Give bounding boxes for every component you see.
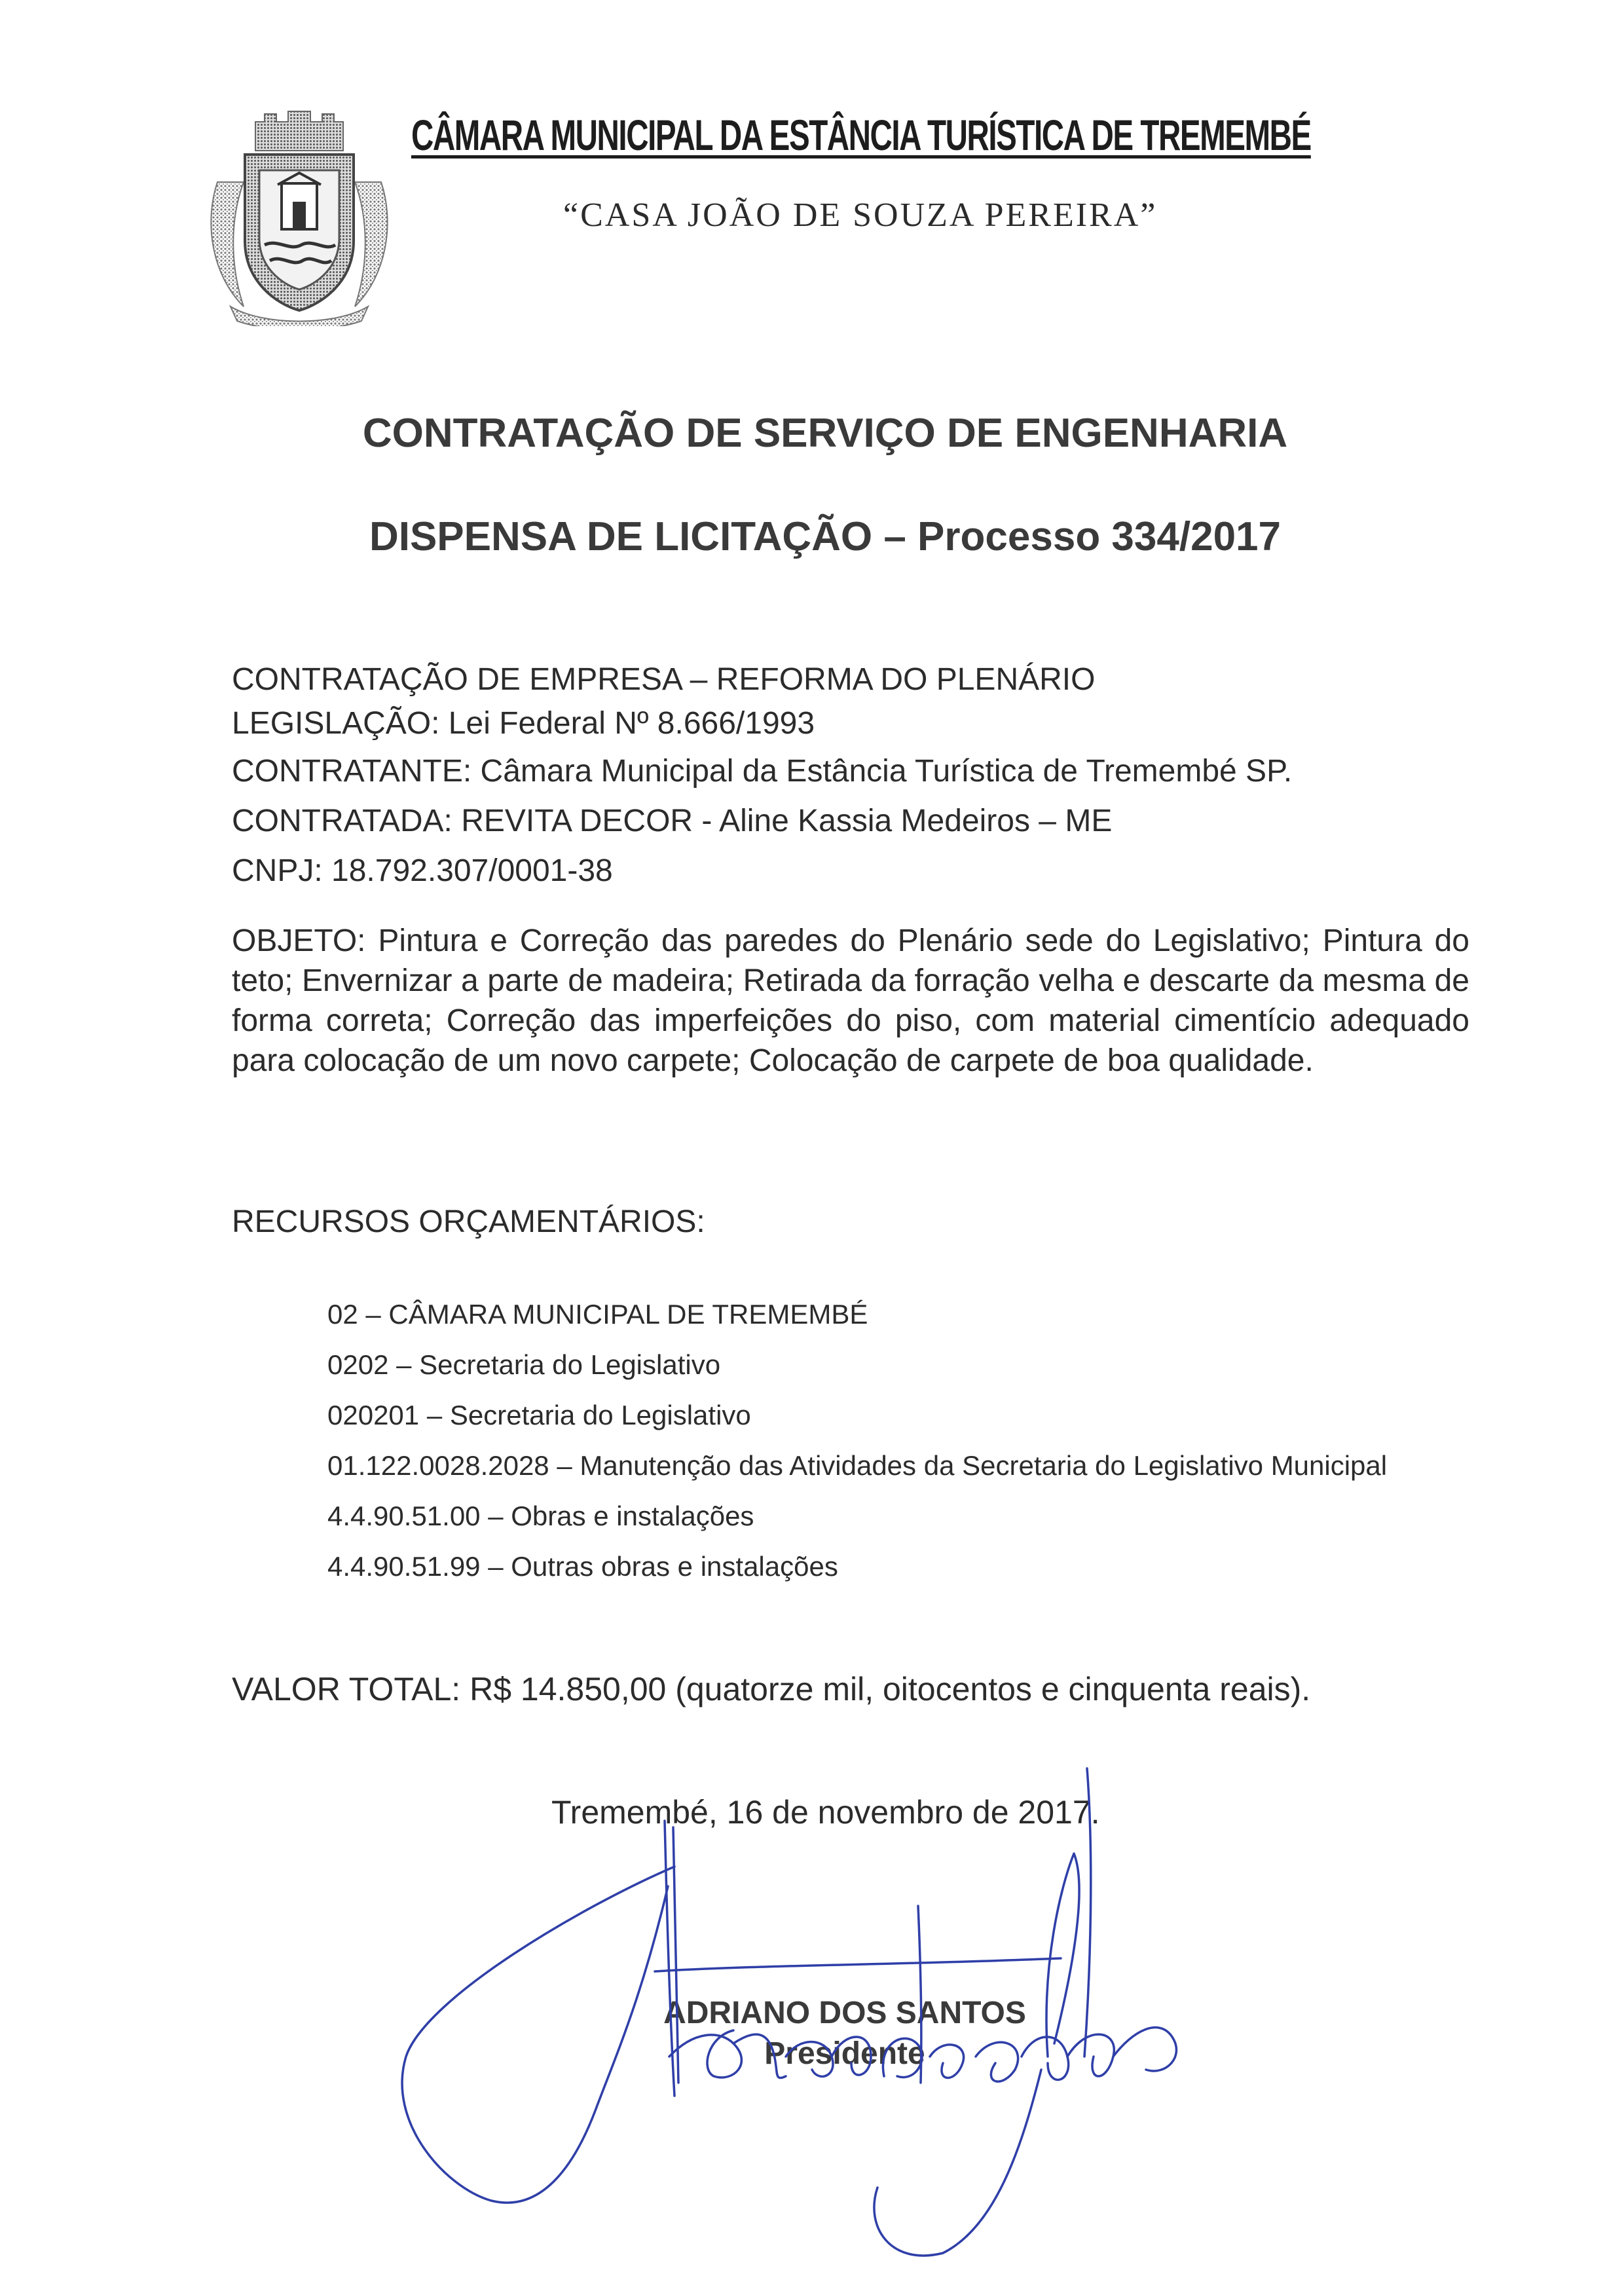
document-title: CONTRATAÇÃO DE SERVIÇO DE ENGENHARIA [362, 411, 1288, 456]
valor-total: VALOR TOTAL: R$ 14.850,00 (quatorze mil, oitocentos e cinquenta reais). [232, 1671, 1311, 1707]
list-item: 01.122.0028.2028 – Manutenção das Atividades da Secretaria do Legislativo Municipal [327, 1450, 1388, 1481]
contratada-line: CONTRATADA: REVITA DECOR - Aline Kassia Medeiros – ME [232, 804, 1113, 838]
list-item: 4.4.90.51.00 – Obras e instalações [327, 1500, 754, 1531]
municipal-crest-icon [204, 110, 394, 326]
list-item: 02 – CÂMARA MUNICIPAL DE TREMEMBÉ [327, 1299, 868, 1330]
list-item: 020201 – Secretaria do Legislativo [327, 1400, 751, 1430]
date-line: Tremembé, 16 de novembro de 2017. [551, 1794, 1100, 1831]
contratante-line: CONTRATANTE: Câmara Municipal da Estância Turística de Tremembé SP. [232, 754, 1293, 789]
document-subtitle: DISPENSA DE LICITAÇÃO – Processo 334/2017 [369, 514, 1282, 559]
budget-list [327, 1298, 1387, 1601]
house-name: “CASA JOÃO DE SOUZA PEREIRA” [563, 196, 1158, 234]
signer-role: Presidente [764, 2036, 925, 2071]
contract-info [232, 659, 1469, 896]
list-item: 0202 – Secretaria do Legislativo [327, 1349, 721, 1380]
cnpj-line: CNPJ: 18.792.307/0001-38 [232, 853, 613, 888]
objeto-paragraph: OBJETO: Pintura e Correção das paredes do Plenário sede do Legislativo; Pintura do teto; Envernizar a parte de madeira; Retirada da forração velha e descarte da mesma de forma correta; Correção das imperfeições do piso, com material cimentício adequado para colocação de um novo carpete; Colocação de carpete de boa qualidade. [232, 923, 1469, 1078]
signer-name: ADRIANO DOS SANTOS [663, 1996, 1026, 2030]
handwritten-signature-icon [367, 1690, 1231, 2274]
organization-name: CÂMARA MUNICIPAL DA ESTÂNCIA TURÍSTICA DE TREMEMBÉ [411, 111, 1311, 159]
contratacao-line: CONTRATAÇÃO DE EMPRESA – REFORMA DO PLENÁRIO [232, 662, 1096, 697]
list-item: 4.4.90.51.99 – Outras obras e instalações [327, 1551, 838, 1582]
recursos-heading: RECURSOS ORÇAMENTÁRIOS: [232, 1204, 705, 1239]
legislacao-line: LEGISLAÇÃO: Lei Federal Nº 8.666/1993 [232, 706, 815, 741]
